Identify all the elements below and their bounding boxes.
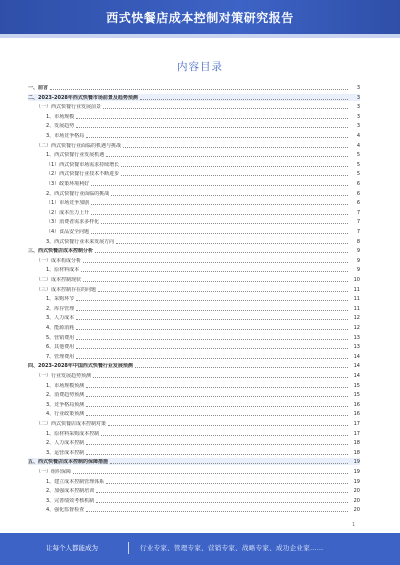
toc-entry[interactable] — [28, 286, 360, 293]
toc-leader-dots — [76, 319, 348, 320]
page-number: 1 — [352, 522, 356, 528]
toc-entry-page: 19 — [353, 459, 360, 466]
toc-entry[interactable] — [28, 401, 360, 408]
footer-tags: 行业专家、管理专家、营销专家、战略专家、成功企业家…… — [140, 544, 324, 552]
toc-leader-dots — [86, 444, 348, 445]
toc-leader-dots — [81, 271, 348, 272]
footer-slogan: 让每个人都能成为 — [46, 544, 98, 552]
toc-entry-page: 18 — [353, 449, 360, 456]
toc-entry-page: 5 — [356, 152, 360, 159]
toc-entry-page: 20 — [353, 488, 360, 495]
toc-entry-title: （三）成本控制存在的问题 — [36, 286, 97, 293]
toc-entry-title: 一、前言 — [28, 85, 49, 91]
toc-entry[interactable] — [28, 266, 360, 273]
toc-entry-title: 3、竞争格局预测 — [46, 401, 85, 408]
toc-leader-dots — [86, 137, 348, 138]
toc-entry-title: 4、行业政策预测 — [46, 411, 85, 418]
toc-entry[interactable] — [28, 161, 360, 168]
toc-leader-dots — [121, 166, 348, 167]
toc-leader-dots — [73, 473, 348, 474]
toc-entry-page: 15 — [353, 392, 360, 399]
toc-entry-title: 2、西式快餐行业面临的挑战 — [46, 190, 110, 197]
toc-leader-dots — [101, 223, 348, 224]
toc-entry-page: 6 — [356, 181, 360, 187]
toc-entry[interactable] — [28, 190, 360, 197]
toc-entry-title: 3、西式快餐行业未来发展方向 — [46, 238, 115, 245]
toc-entry[interactable] — [28, 142, 360, 149]
toc-entry-title: （1）西式快餐市场需求持续增长 — [46, 161, 120, 168]
toc-entry-title: 2、人力成本控制 — [46, 440, 85, 447]
toc-entry[interactable] — [28, 238, 360, 245]
toc-entry-page: 7 — [356, 229, 360, 235]
toc-leader-dots — [76, 127, 348, 128]
toc-leader-dots — [76, 300, 348, 301]
toc-entry[interactable] — [28, 506, 360, 513]
toc-leader-dots — [135, 367, 348, 368]
report-title: 西式快餐店成本控制对策研究报告 — [106, 11, 294, 25]
toc-leader-dots — [86, 387, 348, 388]
toc-entry-title: 1、市场规模 — [46, 113, 75, 120]
toc-leader-dots — [76, 310, 348, 311]
toc-leader-dots — [106, 483, 348, 484]
toc-entry-title: 四、2023-2028年中国西式快餐行业发展预测 — [28, 363, 133, 370]
toc-leader-dots — [86, 454, 348, 455]
toc-entry[interactable] — [28, 199, 360, 206]
toc-leader-dots — [76, 339, 348, 340]
footer-divider — [128, 542, 129, 554]
toc-leader-dots — [86, 415, 348, 416]
toc-entry-page: 10 — [353, 277, 360, 283]
toc-entry[interactable] — [28, 478, 360, 485]
toc-leader-dots — [76, 358, 348, 359]
toc-leader-dots — [108, 425, 348, 426]
toc-entry[interactable] — [28, 420, 360, 427]
toc-entry-title: 4、能源消耗 — [46, 325, 75, 331]
toc-entry-page: 15 — [353, 382, 360, 389]
toc-entry-page: 3 — [356, 113, 360, 120]
toc-leader-dots — [106, 156, 348, 157]
toc-entry[interactable] — [28, 497, 360, 504]
toc-entry-page: 11 — [353, 296, 360, 303]
toc-entry-page: 20 — [353, 497, 360, 504]
toc-entry-page: 13 — [353, 334, 360, 341]
toc-entry-page: 19 — [353, 478, 360, 485]
footer-banner — [0, 533, 400, 565]
toc-entry[interactable] — [28, 151, 360, 158]
toc-leader-dots — [91, 214, 348, 215]
toc-leader-dots — [140, 99, 348, 100]
toc-entry-page: 7 — [356, 209, 360, 216]
toc-entry-title: （一）组织保障 — [36, 469, 72, 475]
toc-leader-dots — [96, 502, 348, 503]
toc-entry[interactable] — [28, 468, 360, 475]
toc-leader-dots — [98, 291, 348, 292]
toc-entry-title: 三、西式快餐店成本控制分析 — [28, 248, 94, 255]
toc-entry-title: （一）西式快餐行业发展前景 — [36, 104, 102, 111]
toc-entry-title: （3）政策环境利好 — [46, 181, 90, 187]
toc-entry[interactable] — [28, 94, 360, 101]
toc-leader-dots — [83, 262, 348, 263]
toc-entry-title: （2）西式快餐行业技术不断进步 — [46, 171, 120, 178]
toc-entry-page: 9 — [356, 248, 360, 255]
toc-leader-dots — [116, 243, 348, 244]
toc-entry-page: 8 — [356, 238, 360, 245]
toc-entry-title: 1、建立成本控制管理体系 — [46, 478, 105, 485]
toc-entry-page: 3 — [356, 94, 360, 101]
toc-entry-page: 17 — [353, 421, 360, 427]
toc-entry-page: 20 — [353, 507, 360, 514]
toc-leader-dots — [95, 252, 348, 253]
toc-entry-title: 2、消费趋势预测 — [46, 392, 85, 399]
toc-leader-dots — [91, 204, 348, 205]
toc-entry-page: 9 — [356, 267, 360, 274]
toc-entry[interactable] — [28, 132, 360, 139]
toc-entry-title: （4）食品安全问题 — [46, 229, 90, 235]
toc-entry-title: 6、其他费用 — [46, 344, 75, 351]
toc-entry-page: 3 — [356, 123, 360, 130]
toc-entry[interactable] — [28, 295, 360, 302]
table-of-contents — [28, 84, 360, 519]
toc-entry-page: 19 — [353, 469, 360, 475]
toc-entry-page: 14 — [353, 363, 360, 370]
toc-entry-title: 3、完善绩效考核机制 — [46, 497, 95, 504]
toc-leader-dots — [91, 185, 348, 186]
toc-entry[interactable] — [28, 247, 360, 254]
toc-entry-page: 16 — [353, 401, 360, 408]
toc-entry[interactable] — [28, 487, 360, 494]
toc-leader-dots — [76, 329, 348, 330]
toc-leader-dots — [110, 463, 348, 464]
toc-entry[interactable] — [28, 122, 360, 129]
toc-entry-title: 1、原材料成本 — [46, 267, 80, 274]
toc-entry-title: （一）成本构成分析 — [36, 257, 82, 264]
toc-entry[interactable] — [28, 84, 360, 91]
toc-entry[interactable] — [28, 372, 360, 379]
toc-entry-page: 6 — [356, 200, 360, 207]
toc-entry-title: 2、发展趋势 — [46, 123, 75, 130]
toc-entry-title: （1）市场竞争加剧 — [46, 200, 90, 207]
toc-entry[interactable] — [28, 113, 360, 120]
toc-leader-dots — [86, 511, 348, 512]
toc-entry[interactable] — [28, 430, 360, 437]
toc-entry-page: 13 — [353, 344, 360, 351]
toc-entry-title: （二）成本控制现状 — [36, 277, 82, 283]
toc-entry-page: 17 — [353, 430, 360, 437]
toc-entry-title: （2）成本压力上升 — [46, 209, 90, 216]
toc-entry-title: 1、采购环节 — [46, 296, 75, 303]
toc-entry[interactable] — [28, 209, 360, 216]
toc-entry-title: 2、加强成本控制培训 — [46, 488, 95, 495]
toc-leader-dots — [91, 233, 348, 234]
toc-leader-dots — [86, 396, 348, 397]
toc-entry[interactable] — [28, 276, 360, 283]
toc-entry[interactable] — [28, 257, 360, 264]
toc-entry[interactable] — [28, 334, 360, 341]
toc-entry[interactable] — [28, 305, 360, 312]
toc-entry[interactable] — [28, 103, 360, 110]
toc-entry-page: 11 — [353, 305, 360, 312]
toc-entry-page: 4 — [356, 133, 360, 139]
toc-entry-page: 14 — [353, 373, 360, 379]
toc-entry-title: 7、管理费用 — [46, 353, 75, 360]
toc-entry-page: 3 — [356, 85, 360, 91]
toc-entry[interactable] — [28, 170, 360, 177]
toc-entry-page: 18 — [353, 440, 360, 447]
toc-leader-dots — [93, 377, 348, 378]
toc-entry[interactable] — [28, 449, 360, 456]
toc-entry[interactable] — [28, 324, 360, 331]
toc-entry[interactable] — [28, 228, 360, 235]
toc-leader-dots — [50, 89, 348, 90]
toc-entry-page: 6 — [356, 190, 360, 197]
toc-entry-title: 5、营销费用 — [46, 334, 75, 341]
toc-leader-dots — [96, 492, 348, 493]
toc-entry-title: （二）西式快餐行业面临的机遇与挑战 — [36, 142, 122, 149]
toc-entry-title: 3、人力成本 — [46, 315, 75, 322]
toc-entry-title: 1、原材料采购成本控制 — [46, 430, 100, 437]
toc-entry-page: 5 — [356, 161, 360, 168]
toc-entry-title: 4、强化监督检查 — [46, 507, 85, 514]
toc-entry[interactable] — [28, 382, 360, 389]
toc-leader-dots — [103, 108, 348, 109]
toc-leader-dots — [123, 147, 348, 148]
toc-entry-page: 5 — [356, 171, 360, 178]
toc-entry-title: 1、市场规模预测 — [46, 382, 85, 389]
toc-leader-dots — [121, 175, 348, 176]
toc-entry-page: 14 — [353, 353, 360, 360]
toc-leader-dots — [101, 435, 348, 436]
toc-entry-title: 2、库存管理 — [46, 305, 75, 312]
toc-entry-title: 3、运营成本控制 — [46, 449, 85, 456]
toc-entry-title: （3）消费者需求多样化 — [46, 219, 100, 226]
toc-entry[interactable] — [28, 439, 360, 446]
toc-leader-dots — [111, 195, 348, 196]
toc-leader-dots — [86, 406, 348, 407]
report-header — [0, 0, 400, 34]
toc-entry[interactable] — [28, 362, 360, 369]
toc-entry-page: 12 — [353, 315, 360, 322]
toc-entry[interactable] — [28, 180, 360, 187]
toc-entry[interactable] — [28, 218, 360, 225]
toc-entry-page: 12 — [353, 325, 360, 331]
toc-entry-title: 1、西式快餐行业发展机遇 — [46, 152, 105, 159]
toc-entry[interactable] — [28, 458, 360, 465]
toc-entry[interactable] — [28, 343, 360, 350]
toc-leader-dots — [76, 348, 348, 349]
toc-entry-title: （二）西式快餐店成本控制对策 — [36, 421, 107, 427]
toc-entry-title: 五、西式快餐店成本控制的保障措施 — [28, 459, 109, 466]
toc-entry-page: 9 — [356, 257, 360, 264]
toc-entry-page: 4 — [356, 142, 360, 149]
toc-leader-dots — [76, 118, 348, 119]
toc-entry[interactable] — [28, 410, 360, 417]
toc-entry-page: 3 — [356, 104, 360, 111]
toc-entry-page: 7 — [356, 219, 360, 226]
toc-leader-dots — [83, 281, 348, 282]
toc-entry-page: 11 — [353, 286, 360, 293]
header-divider — [0, 34, 400, 38]
toc-entry-title: 3、市场竞争格局 — [46, 133, 85, 139]
toc-heading: 内容目录 — [177, 61, 223, 73]
toc-entry-title: 二、2023-2028年西式快餐市场前景及趋势预测 — [28, 94, 138, 101]
toc-entry[interactable] — [28, 353, 360, 360]
toc-entry[interactable] — [28, 314, 360, 321]
toc-entry-title: （一）行业发展趋势预测 — [36, 373, 92, 379]
toc-entry-page: 16 — [353, 411, 360, 418]
toc-entry[interactable] — [28, 391, 360, 398]
